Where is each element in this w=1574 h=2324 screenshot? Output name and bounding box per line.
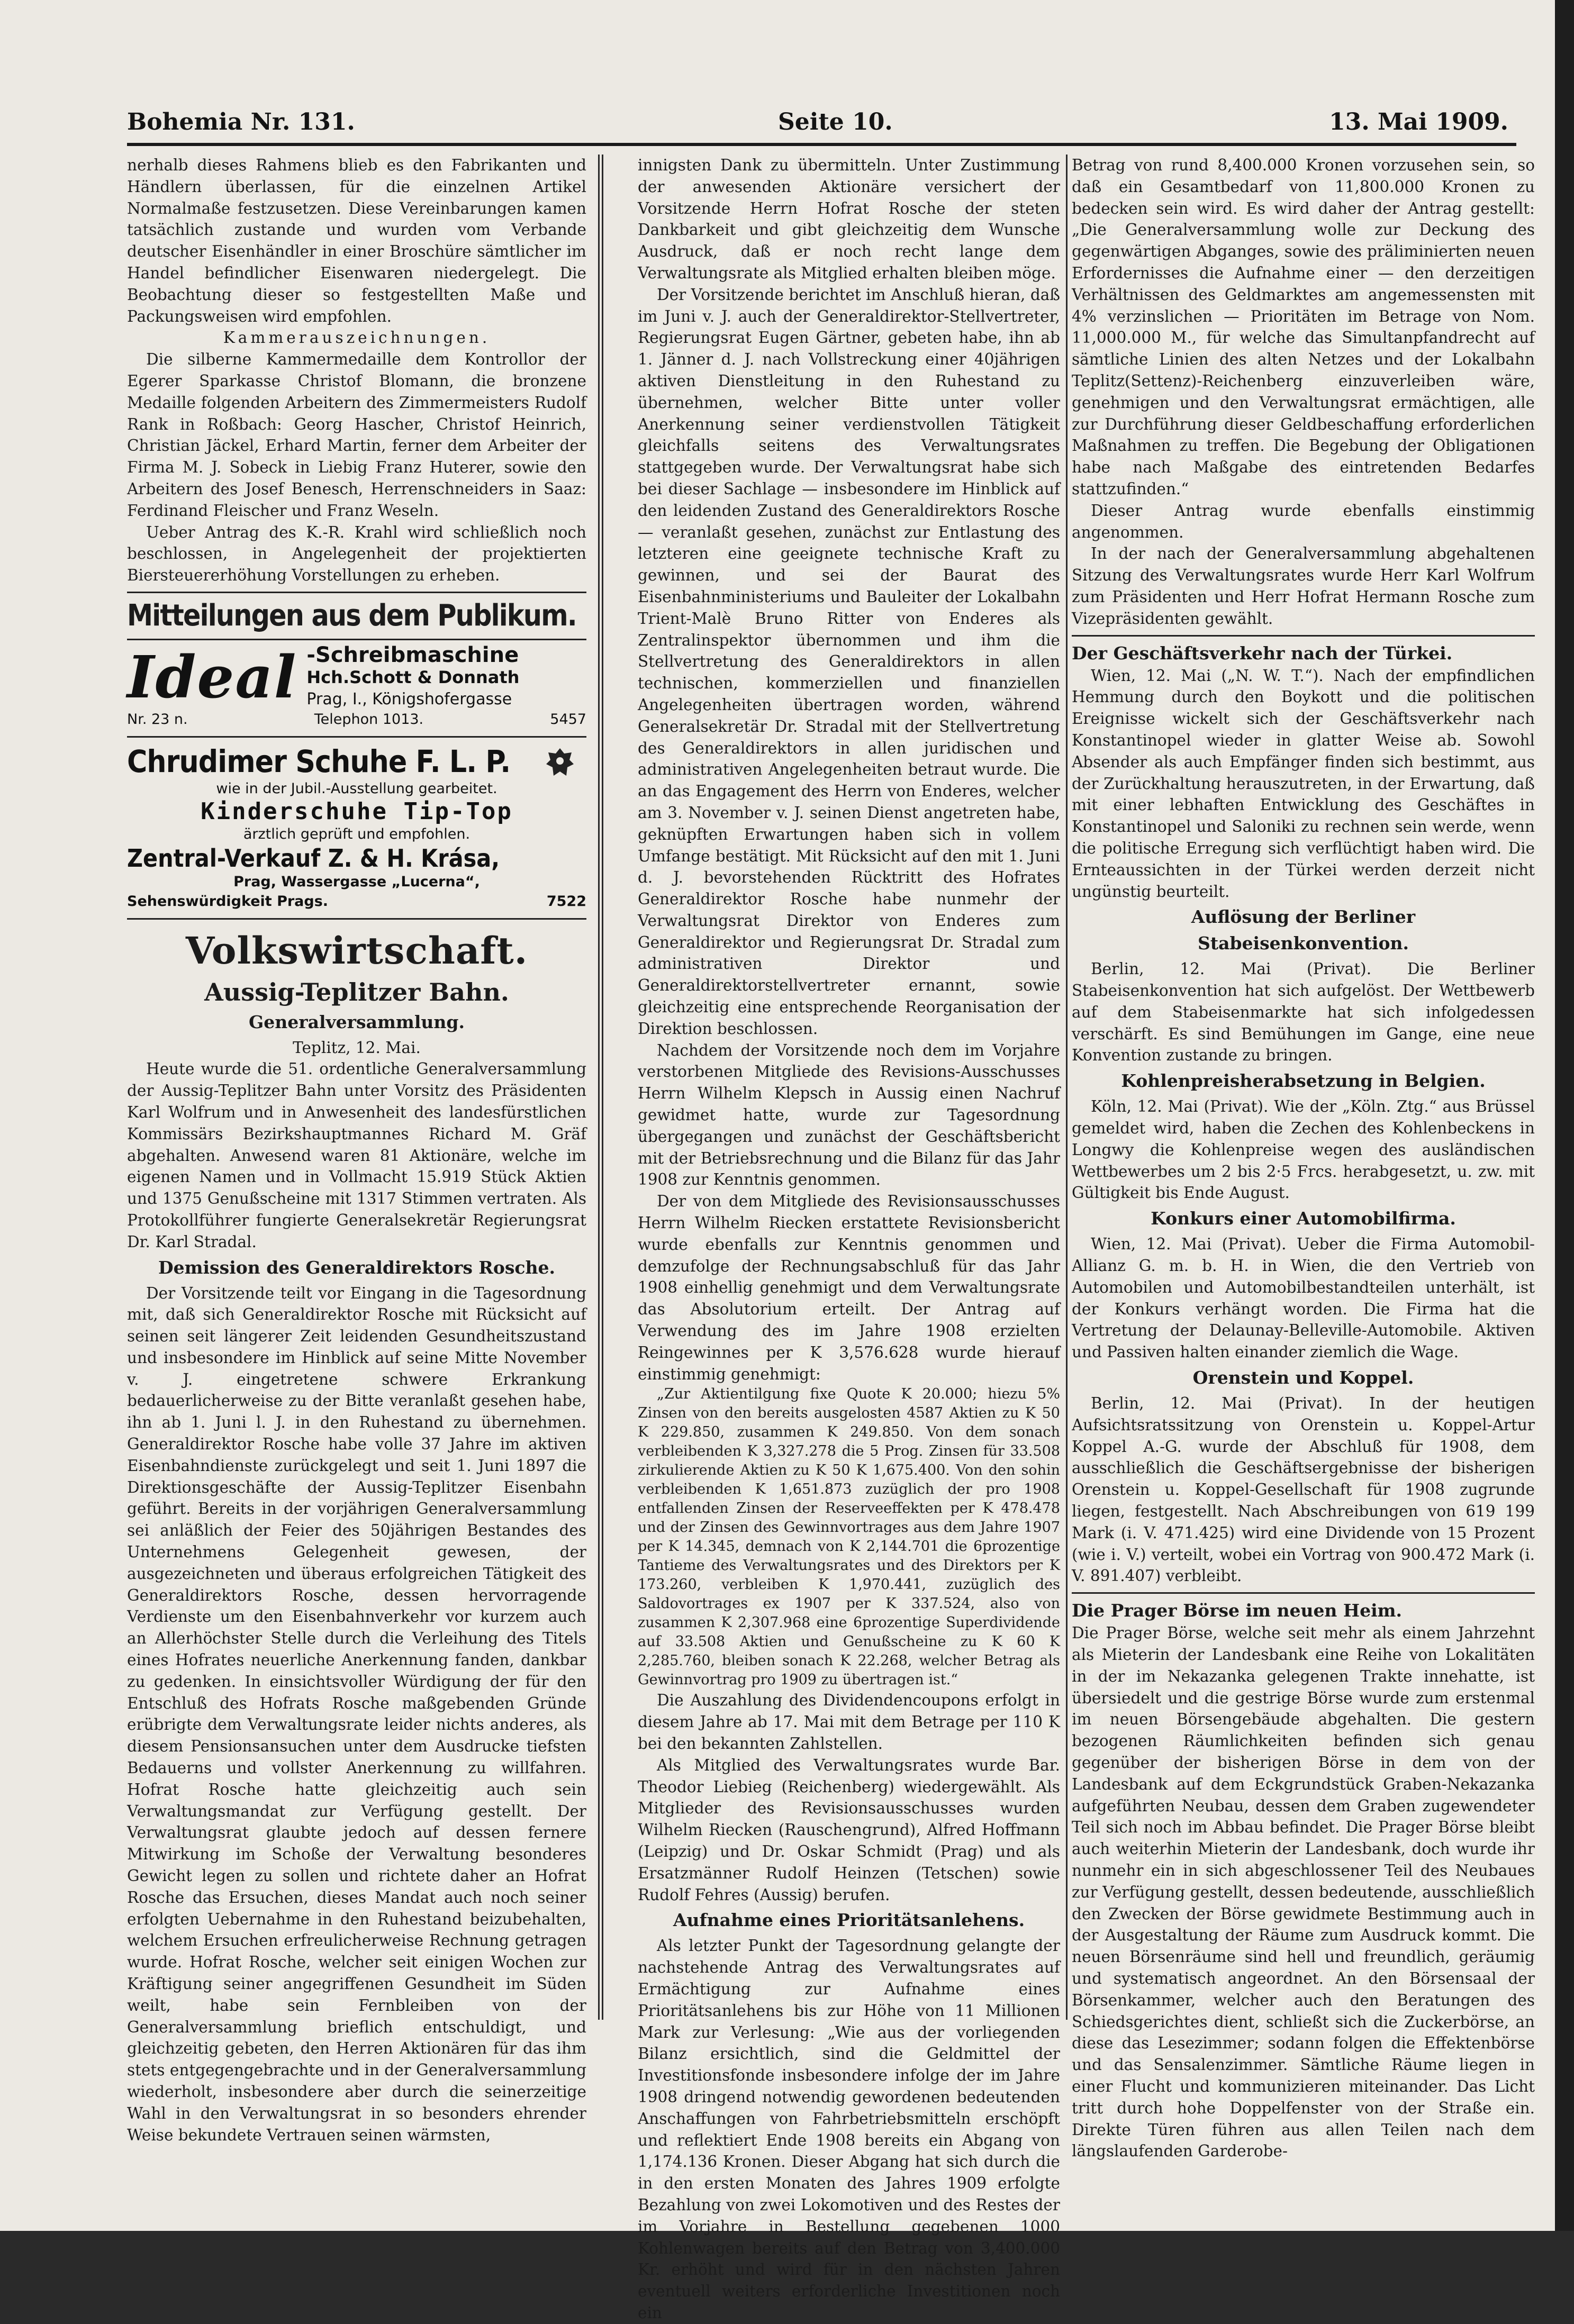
crest-icon — [543, 746, 577, 780]
column-rule — [1066, 155, 1068, 2020]
section-heading-volkswirtschaft: Volkswirtschaft. — [185, 928, 528, 973]
article-paragraph: Köln, 12. Mai (Privat). Wie der „Köln. Ztg.“ aus Brüssel gemeldet wird, haben die Zechen des Kohlenbeckens in Longwy die Kohlenpreise wegen des ausländischen Wettbewerbes um 2 bis 2·5 Frcs. herabgesetzt, u. zw. mit Gültigkeit bis Ende August. — [1072, 1097, 1535, 1202]
chrudimer-line1: wie in der Jubil.-Ausstellung gearbeitet. — [216, 780, 497, 797]
divider — [1072, 635, 1535, 637]
column-3 — [1072, 155, 1535, 2160]
ideal-logo: Ideal — [127, 642, 297, 711]
chrudimer-kinder: Kinderschuhe Tip-Top — [201, 797, 513, 825]
article-paragraph: Heute wurde die 51. ordentliche Generalversammlung der Aussig-Teplitzer Bahn unter Vorsitz des Präsidenten Karl Wolfrum und in Anwesenheit des landesfürstlichen Kommissärs Bezirkshauptmannes Richard M. Gräf abgehalten. Anwesend waren 81 Aktionäre, welche im eigenen Namen und in Vollmacht 15.919 Stück Aktien und 1375 Genußscheine mit 1317 Stimmen vertraten. Als Protokollführer fungierte Generalsekretär Regierungsrat Dr. Karl Stradal. — [127, 1060, 586, 1251]
chrudimer-addr: Prag, Wassergasse „Lucerna“, — [233, 873, 480, 890]
page-header — [127, 108, 1508, 140]
heading-stabeisen-2: Stabeisenkonvention. — [1198, 933, 1409, 954]
scan-edge — [1555, 0, 1574, 2231]
article-paragraph: In der nach der Generalversammlung abgehaltenen Sitzung des Verwaltungsrates wurde Herr Karl Wolfrum zum Präsidenten und Herr Hofrat Hermann Rosche zum Vizepräsidenten gewählt. — [1072, 544, 1535, 628]
article-paragraph: Berlin, 12. Mai (Privat). Die Berliner Stabeisenkonvention hat sich aufgelöst. Der Wettbewerb auf dem Stabeisenmarkte hat sich infolgedessen verschärft. Es sind Bemühungen im Gange, eine neue Konvention zustande zu bringen. — [1072, 960, 1535, 1065]
ad-ideal — [127, 642, 586, 731]
chrudimer-zentral: Zentral-Verkauf Z. & H. Krása, — [127, 843, 500, 873]
header-newspaper-issue: Bohemia Nr. 131. — [127, 108, 355, 135]
section-heading-kammer: Kammerauszeichnungen. — [223, 329, 491, 347]
article-paragraph: Wien, 12. Mai (Privat). Ueber die Firma Automobil-Allianz G. m. b. H. in Wien, die den Vertrieb von Automobilen und Automobilbestandteilen unterhält, ist der Konkurs verhängt worden. Die Firma hat die Vertretung der Delaunay-Belleville-Automobile. Aktiven und Passiven halten einander ziemlich die Wage. — [1072, 1235, 1535, 1361]
section-heading-mitteilungen: Mitteilungen aus dem Publikum. — [127, 598, 576, 633]
article-paragraph: Der Vorsitzende berichtet im Anschluß hieran, daß im Juni v. J. auch der Generaldirektor-Stellvertreter, Regierungsrat Eugen Gärtner, gebeten habe, ihn ab 1. Jänner d. J. nach Vollstreckung einer 40jährigen aktiven Dienstleitung in den Ruhestand zu übernehmen, welcher Bitte unter voller Anerkennung seiner verdienstvollen Tätigkeit gleichfalls seitens des Verwaltungsrates stattgegeben wurde. Der Verwaltungsrat habe sich bei dieser Sachlage — insbesondere im Hinblick auf den leidenden Zustand des Generaldirektors Rosche — veranlaßt gesehen, zunächst zur Entlastung des letzteren eine geeignete technische Kraft zu gewinnen, und sei der Baurat des Eisenbahnministeriums und Bauleiter der Lokalbahn Trient-Malè Bruno Ritter von Enderes als Zentralinspektor übernommen und ihm die Stellvertretung des Generaldirektors in allen technischen, kommerziellen und finanziellen Angelegenheiten übertragen worden, während Generalsekretär Dr. Stradal mit der Stellvertretung des Generaldirektors in allen juridischen und administrativen Angelegenheiten betraut wurde. Die an das Engagement des Herrn von Enderes, welcher am 3. November v. J. seinen Dienst angetreten habe, geknüpften Erwartungen haben sich in vollem Umfange bestätigt. Mit Rücksicht auf den mit 1. Juni d. J. bevorstehenden Rücktritt des Hofrates Generaldirektor Rosche habe nunmehr der Verwaltungsrat Direktor von Enderes zum Generaldirektor und Regierungsrat Dr. Stradal zum administrativen Direktor und Generaldirektorstellvertreter ernannt, sowie gleichzeitig eine entsprechende Reorganisation der Direktion beschlossen. — [638, 285, 1060, 1038]
column-rule — [598, 155, 600, 2020]
column-rule — [602, 155, 603, 2020]
divider — [127, 736, 586, 738]
article-subtitle: Generalversammlung. — [249, 1011, 465, 1032]
header-page-number: Seite 10. — [778, 108, 893, 135]
chrudimer-code: 7522 — [546, 893, 586, 910]
article-paragraph: Die Prager Börse, welche seit mehr als einem Jahrzehnt als Mieterin der Landesbank eine Reihe von Lokalitäten in der im Nekazanka gelegenen Trakte innehatte, ist übersiedelt und die gestrige Börse wurde zum erstenmal im neuen Börsengebäude abgehalten. Die gestern bezogenen Räumlichkeiten befinden sich genau gegenüber der bisherigen Börse in dem von der Landesbank auf dem Eckgrundstück Graben-Nekazanka aufgeführten Neubau, dessen dem Graben zugewendeter Teil sich noch im Abbau befindet. Die Prager Börse bleibt auch weiterhin Mieterin der Landesbank, doch wurde ihr nunmehr ein in sich abgeschlossener Teil des Neubaues zur Verfügung gestellt, dessen bedeutende, ausschließlich den Zwecken der Börse gewidmete Bestimmung auch in der Ausgestaltung der Räume zum Ausdruck kommt. Die neuen Börsenräume sind hell und freundlich, geräumig und systematisch angeordnet. An den Börsensaal der Börsenkammer, welcher auch den Beratungen des Schiedsgerichtes dient, schließt sich die Zuckerbörse, an diese das Lesezimmer; sodann folgen die Effektenbörse und das Sensalenzimmer. Sämtliche Räume liegen in einer Flucht und kommunizieren miteinander. Das Licht tritt durch hohe Doppelfenster von der Straße ein. Direkte Türen führen aus allen Teilen nach dem längslaufenden Garderobe- — [1072, 1624, 1535, 2160]
heading-stabeisen-1: Auflösung der Berliner — [1191, 906, 1416, 928]
article-paragraph: innigsten Dank zu übermitteln. Unter Zustimmung der anwesenden Aktionäre versichert der Vorsitzende Herrn Hofrat Rosche der steten Dankbarkeit und gibt gleichzeitig dem Wunsche Ausdruck, daß er noch recht lange dem Verwaltungsrate als Mitglied erhalten bleiben möge. — [638, 156, 1060, 282]
header-date: 13. Mai 1909. — [1329, 108, 1508, 135]
dateline: Teplitz, 12. Mai. — [293, 1038, 421, 1057]
article-paragraph: Der Vorsitzende teilt vor Eingang in die Tagesordnung mit, daß sich Generaldirektor Rosche mit Rücksicht auf seinen seit längerer Zeit leidenden Gesundheitszustand und insbesondere im Hinblick auf seine Mitte November v. J. eingetretene schwere Erkrankung bedauerlicherweise zu der Bitte veranlaßt gesehen habe, ihn ab 1. Juni l. J. in den Ruhestand zu übernehmen. Generaldirektor Rosche habe volle 37 Jahre im aktiven Eisenbahndienste zurückgelegt und seit 1. Juni 1897 die Direktionsgeschäfte der Aussig-Teplitzer Eisenbahn geführt. Bereits in der vorjährigen Generalversammlung sei anläßlich der Feier des 50jährigen Bestandes des Unternehmens Gelegenheit gewesen, der ausgezeichneten und überaus erfolgreichen Tätigkeit des Generaldirektors Rosche, dessen hervorragende Verdienste um den Eisenbahnverkehr vor kurzem auch an Allerhöchster Stelle durch die Verleihung des Titels eines Hofrates neuerliche Anerkennung fanden, dankbar zu gedenken. In einsichtsvoller Würdigung der für den Entschluß des Hofrats Rosche maßgebenden Gründe erübrigte dem Verwaltungsrate leider nichts anderes, als diesem Pensionsansuchen unter dem Ausdrucke tiefsten Bedauerns und vollster Anerkennung zu willfahren. Hofrat Rosche hatte gleichzeitig auch sein Verwaltungsmandat zur Verfügung gestellt. Der Verwaltungsrat glaubte jedoch auf dessen fernere Mitwirkung im Schoße der Verwaltung besonderes Gewicht legen zu sollen und richtete daher an Hofrat Rosche das Ersuchen, dieses Mandat auch noch seiner erfolgten Uebernahme in den Ruhestand beizubehalten, welchem Ersuchen erfreulicherweise Rechnung getragen wurde. Hofrat Rosche, welcher seit einigen Wochen zur Kräftigung seiner angegriffenen Gesundheit im Süden weilt, habe sein Fernbleiben von der Generalversammlung brieflich entschuldigt, und gleichzeitig gebeten, den Herren Aktionären für das ihm stets entgegengebrachte und in der Generalversammlung wiederholt, insbesondere aber durch die seinerzeitige Wahl in den Verwaltungsrat in so besonders ehrender Weise bekundete Vertrauen seinen wärmsten, — [127, 1284, 586, 2144]
ideal-title: -Schreibmaschine — [306, 642, 519, 667]
article-paragraph: Als Mitglied des Verwaltungsrates wurde Bar. Theodor Liebieg (Reichenberg) wiedergewählt. Als Mitglieder des Revisionsausschusses wurden Wilhelm Riecken (Rauschengrund), Alfred Hoffmann (Leipzig) und Dr. Oskar Schmidt (Prag) und als Ersatzmänner Rudolf Heinzen (Tetschen) sowie Rudolf Fehres (Aussig) berufen. — [638, 1756, 1060, 1904]
divider — [127, 639, 586, 640]
heading-kohlen: Kohlenpreisherabsetzung in Belgien. — [1121, 1070, 1486, 1092]
article-paragraph: Berlin, 12. Mai (Privat). In der heutigen Aufsichtsratssitzung von Orenstein u. Koppel-Artur Koppel A.-G. wurde der Abschluß für 1908, dem ausschließlich die Geschäftsergebnisse der bisherigen Orenstein u. Koppel-Gesellschaft für 1908 zugrunde liegen, festgestellt. Nach Abschreibungen von 619 199 Mark (i. V. 471.425) wird eine Dividende von 15 Prozent (wie i. V.) verteilt, wobei ein Vortrag von 900.472 Mark (i. V. 891.407) verbleibt. — [1072, 1394, 1535, 1585]
chrudimer-title: Chrudimer Schuhe F. L. P. — [127, 743, 511, 779]
heading-boerse: Die Prager Börse im neuen Heim. — [1072, 1600, 1403, 1621]
ideal-tel: Telephon 1013. — [314, 711, 424, 728]
heading-orenstein: Orenstein und Koppel. — [1192, 1367, 1414, 1388]
chrudimer-sehens: Sehenswürdigkeit Prags. — [127, 893, 329, 910]
article-paragraph: Wien, 12. Mai („N. W. T.“). Nach der empfindlichen Hemmung durch den Boykott und die politischen Ereignisse wickelt sich der Geschäftsverkehr nach Konstantinopel wieder in glatter Weise ab. Sowohl Absender als auch Empfänger finden sich bestimmt, aus der Zurückhaltung herauszutreten, in der Erwartung, daß mit einer lebhaften Entwicklung des Geschäftes in Konstantinopel und Saloniki zu rechnen sein werde, wenn die politische Erregung sich verflüchtigt haben wird. Die Ernteaussichten in der Türkei werden derzeit nicht ungünstig beurteilt. — [1072, 666, 1535, 901]
ideal-firm: Hch.Schott & Donnath — [306, 667, 520, 687]
article-paragraph: Ueber Antrag des K.-R. Krahl wird schließlich noch beschlossen, in Angelegenheit der projektierten Biersteuererhöhung Vorstellungen zu erheben. — [127, 523, 586, 585]
article-paragraph: Die Auszahlung des Dividendencoupons erfolgt in diesem Jahre ab 17. Mai mit dem Betrage per 110 K bei den bekannten Zahlstellen. — [638, 1691, 1060, 1753]
chrudimer-line2: ärztlich geprüft und empfohlen. — [243, 825, 471, 842]
subheading-demission: Demission des Generaldirektors Rosche. — [158, 1257, 555, 1278]
article-paragraph: Der von dem Mitgliede des Revisionsausschusses Herrn Wilhelm Riecken erstattete Revisionsbericht wurde ebenfalls zur Kenntnis genommen und demzufolge der Rechnungsabschluß für das Jahr 1908 einhellig genehmigt und dem Verwaltungsrate das Absolutorium erteilt. Der Antrag auf Verwendung des im Jahre 1908 erzielten Reingewinnes per K 3,576.628 wurde hierauf einstimmig genehmigt: — [638, 1192, 1060, 1383]
ideal-nr: Nr. 23 n. — [127, 711, 188, 728]
divider — [127, 592, 586, 593]
column-1 — [127, 155, 586, 2144]
header-rule — [127, 143, 1516, 146]
article-paragraph: Als letzter Punkt der Tagesordnung gelangte der nachstehende Antrag des Verwaltungsrates auf Ermächtigung zur Aufnahme eines Prioritätsanlehens bis zur Höhe von 11 Millionen Mark zur Verlesung: „Wie aus der vorliegenden Bilanz ersichtlich, sind die Geldmittel der Investitionsfonde insbesondere infolge der im Jahre 1908 dringend notwendig gewordenen bedeutenden Anschaffungen von Fahrbetriebsmitteln erschöpft und reflektiert Ende 1908 bereits ein Abgang von 1,174.136 Kronen. Dieser Abgang hat sich durch die in den ersten Monaten des Jahres 1909 erfolgte Bezahlung von zwei Lokomotiven und des Restes der im Vorjahre in Bestellung gegebenen 1000 Kohlenwagen bereits auf den Betrag von 3,400.000 Kr. erhöht und wird für in den nächsten Jahren eventuell weiters erforderliche Investitionen noch ein — [638, 1937, 1060, 2322]
divider — [127, 918, 586, 920]
article-title-aussig: Aussig-Teplitzer Bahn. — [204, 977, 509, 1006]
article-paragraph: nerhalb dieses Rahmens blieb es den Fabrikanten und Händlern überlassen, für die einzelnen Artikel Normalmaße festzusetzen. Diese Vereinbarungen kamen tatsächlich zustande und wurden vom Verbande deutscher Eisenhändler in einer Broschüre sämtlicher im Handel befindlicher Eisenwaren niedergelegt. Die Beobachtung dieser so festgestellten Maße und Packungsweisen wird empfohlen. — [127, 156, 586, 325]
subheading-aufnahme: Aufnahme eines Prioritätsanlehens. — [673, 1910, 1025, 1931]
column-2 — [638, 155, 1060, 2322]
ideal-code: 5457 — [550, 711, 586, 728]
divider — [1072, 1592, 1535, 1594]
article-paragraph: Nachdem der Vorsitzende noch dem im Vorjahre verstorbenen Mitgliede des Revisions-Ausschusses Herrn Wilhelm Klepsch in Aussig einen Nachruf gewidmet hatte, wurde zur Tagesordnung übergegangen und zunächst der Geschäftsbericht mit der Betriebsrechnung und die Bilanz für das Jahr 1908 zur Kenntnis genommen. — [638, 1041, 1060, 1189]
heading-konkurs: Konkurs einer Automobilfirma. — [1151, 1208, 1456, 1229]
ideal-place: Prag, I., Königshofergasse — [306, 689, 512, 709]
article-paragraph: Dieser Antrag wurde ebenfalls einstimmig angenommen. — [1072, 501, 1535, 541]
article-paragraph-quote: „Zur Aktientilgung fixe Quote K 20.000; hiezu 5% Zinsen von den bereits ausgelosten 4587 Aktien zu K 50 K 229.850, zusammen K 249.850. Von dem sonach verbleibenden K 3,327.278 die 5 Prog. Zinsen für 33.508 zirkulierende Aktien zu K 50 K 1,675.400. Von den sohin verbleibenden K 1,651.873 zuzüglich der pro 1908 entfallenden Zinsen der Reserveeffekten per K 478.478 und der Zinsen des Gewinnvortrages aus dem Jahre 1907 per K 14.345, demnach von K 2,144.701 die 6prozentige Tantieme des Verwaltungsrates und des Direktors per K 173.260, verbleiben K 1,970.441, zuzüglich des Saldovortrages ex 1907 per K 337.524, also von zusammen K 2,307.968 eine 6prozentige Superdividende auf 33.508 Aktien und Genußscheine zu K 60 K 2,285.760, bleiben sonach K 22.268, welcher Betrag als Gewinnvortrag pro 1909 zu übertragen ist.“ — [638, 1386, 1060, 1688]
article-paragraph: Betrag von rund 8,400.000 Kronen vorzusehen sein, so daß ein Gesamtbedarf von 11,800.000 Kronen zu bedecken sein wird. Es wird daher der Antrag gestellt: „Die Generalversammlung wolle zur Deckung des gegenwärtigen Abganges, sowie des präliminierten neuen Erfordernisses die Aufnahme einer — den derzeitigen Verhältnissen des Geldmarktes am angemessensten mit 4% verzinslichen — Prioritäten im Betrage von Nom. 11,000.000 M., für welche das Simultanpfandrecht auf sämtliche Linien des alten Netzes und der Lokalbahn Teplitz(Settenz)-Reichenberg einzuverleiben wäre, genehmigen und den Verwaltungsrat ermächtigen, alle zur Durchführung dieser Geldbeschaffung erforderlichen Maßnahmen zu treffen. Die Begebung der Obligationen habe nach Maßgabe des eintretenden Bedarfes stattzufinden.“ — [1072, 156, 1535, 498]
article-paragraph: Die silberne Kammermedaille dem Kontrollor der Egerer Sparkasse Christof Blomann, die bronzene Medaille folgenden Arbeitern des Zimmermeisters Rudolf Rank in Roßbach: Georg Hascher, Christof Heinrich, Christian Jäckel, Erhard Martin, ferner dem Arbeiter der Firma M. J. Sobeck in Liebig Franz Huterer, sowie den Arbeitern des Josef Benesch, Herrenschneiders in Saaz: Ferdinand Fleischer und Franz Weseln. — [127, 350, 586, 520]
ad-chrudimer — [127, 743, 586, 913]
heading-tuerkei: Der Geschäftsverkehr nach der Türkei. — [1072, 642, 1453, 664]
